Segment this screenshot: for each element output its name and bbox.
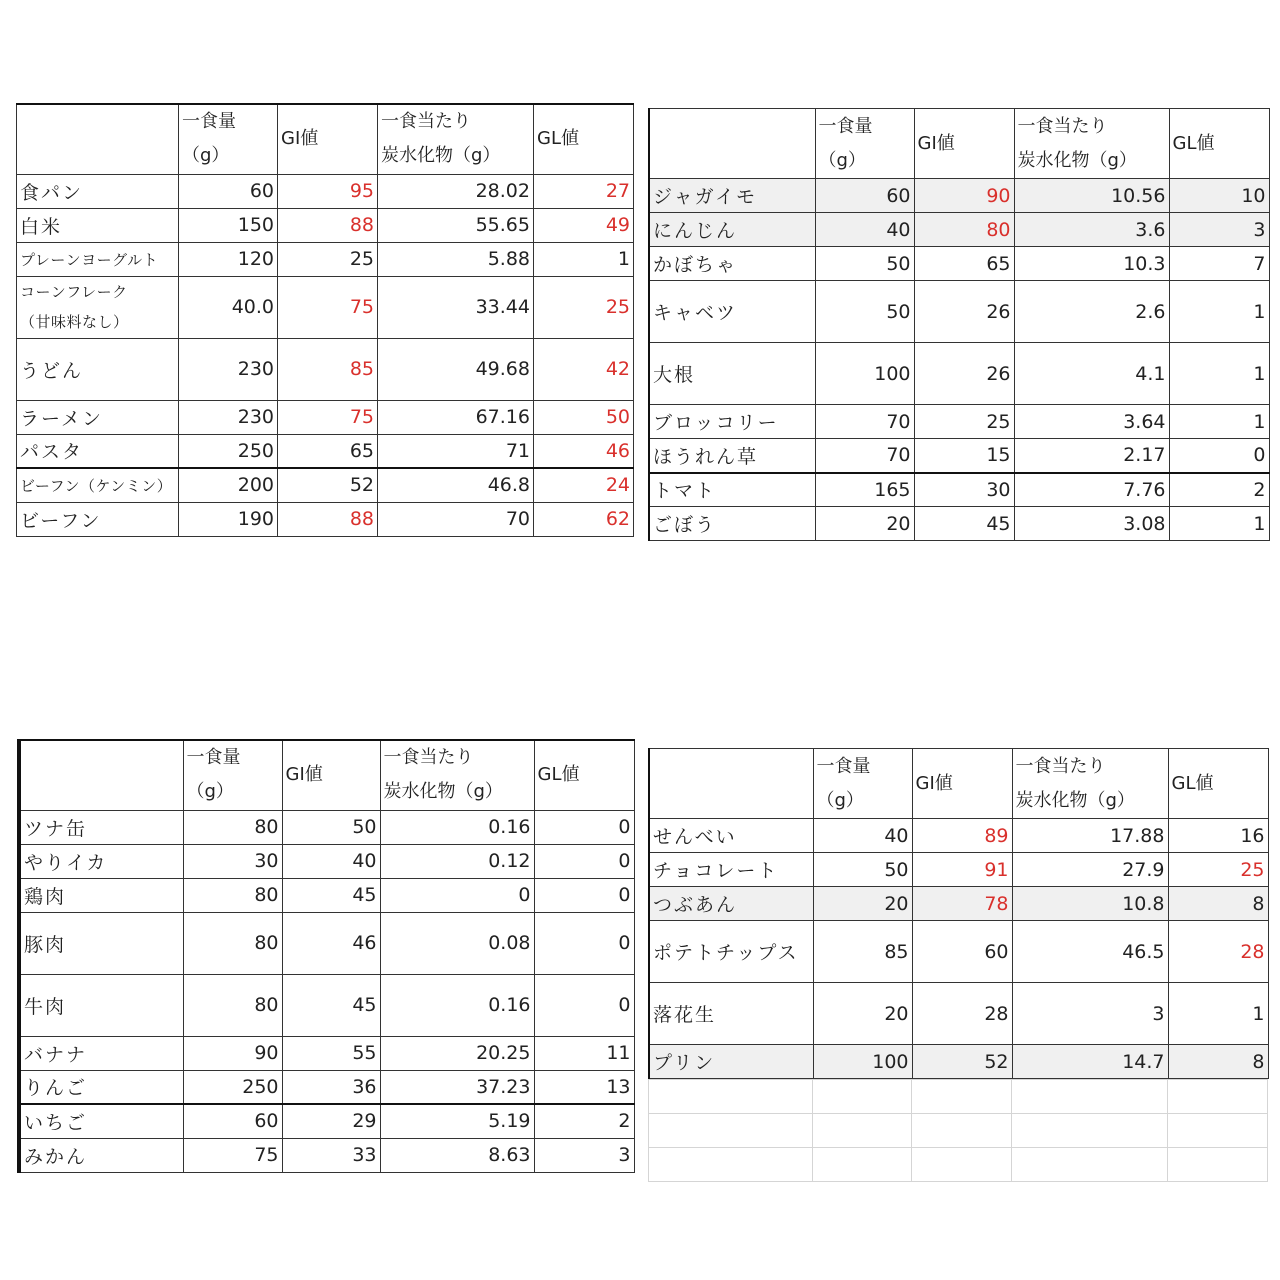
carbs-cell: 27.9	[1012, 853, 1168, 887]
carbs-cell: 8.63	[380, 1138, 534, 1172]
amount-cell: 70	[815, 405, 914, 439]
empty-grid	[648, 1079, 1268, 1182]
gi-cell: 25	[278, 242, 378, 276]
amount-cell: 20	[813, 887, 912, 921]
gi-cell: 91	[912, 853, 1012, 887]
table-row	[649, 507, 1269, 541]
table-row	[649, 819, 1268, 853]
table-protein-fruit	[17, 739, 632, 1172]
food-name: ビーフン（ケンミン）	[20, 476, 173, 495]
food-name: 大根	[653, 364, 696, 386]
food-name-cell	[649, 473, 815, 507]
table-row	[649, 405, 1269, 439]
amount-cell: 50	[815, 247, 914, 281]
table-row	[17, 174, 634, 208]
food-name: みかん	[24, 1145, 88, 1168]
amount-cell: 250	[183, 1070, 282, 1104]
food-name-cell	[17, 276, 179, 338]
gi-cell: 55	[282, 1036, 380, 1070]
table-staples	[16, 103, 632, 543]
table-row	[19, 810, 634, 844]
amount-cell: 150	[179, 208, 278, 242]
gl-cell: 0	[534, 912, 634, 974]
table-row	[17, 338, 634, 400]
gl-cell: 3	[1169, 213, 1269, 247]
empty-cell	[649, 1148, 813, 1182]
header-carbs-line2: 炭水化物（g）	[1015, 789, 1135, 811]
table-row	[649, 281, 1269, 343]
table-row	[19, 912, 634, 974]
food-name-cell	[649, 247, 815, 281]
carbs-cell: 3	[1012, 983, 1168, 1045]
food-name-cell	[649, 853, 813, 887]
amount-cell: 200	[179, 468, 278, 502]
gl-cell: 1	[1168, 983, 1268, 1045]
amount-cell: 230	[179, 400, 278, 434]
table-row	[649, 179, 1269, 213]
food-name: バナナ	[24, 1043, 88, 1066]
gi-cell: 26	[914, 281, 1014, 343]
food-name-cell	[17, 400, 179, 434]
table-row	[17, 434, 634, 468]
gi-cell: 90	[914, 179, 1014, 213]
food-name: うどん	[20, 359, 84, 382]
food-name-cell	[649, 179, 815, 213]
food-name: ジャガイモ	[653, 186, 758, 208]
gl-cell: 1	[1169, 281, 1269, 343]
carbs-cell: 14.7	[1012, 1045, 1168, 1079]
food-name-cell	[649, 439, 815, 473]
header-gl: GL値	[534, 740, 634, 810]
food-name-cell	[649, 1045, 813, 1079]
amount-cell: 80	[183, 810, 282, 844]
gl-cell: 42	[534, 338, 634, 400]
header-row	[649, 749, 1268, 819]
gl-cell: 8	[1168, 1045, 1268, 1079]
food-name: やりイカ	[24, 851, 108, 874]
amount-cell: 250	[179, 434, 278, 468]
header-food	[19, 740, 183, 810]
carbs-cell: 71	[378, 434, 534, 468]
amount-cell: 50	[815, 281, 914, 343]
empty-cell	[649, 1080, 813, 1114]
gl-cell: 10	[1169, 179, 1269, 213]
gi-cell: 45	[914, 507, 1014, 541]
gi-cell: 80	[914, 213, 1014, 247]
food-name: にんじん	[653, 220, 738, 242]
gi-cell: 52	[912, 1045, 1012, 1079]
table-row	[17, 468, 634, 502]
gi-cell: 60	[912, 921, 1012, 983]
empty-cell	[1012, 1148, 1168, 1182]
carbs-cell: 0.08	[380, 912, 534, 974]
gl-cell: 13	[534, 1070, 634, 1104]
food-name: 鶏肉	[24, 885, 67, 908]
amount-cell: 20	[813, 983, 912, 1045]
empty-cell	[813, 1148, 912, 1182]
gl-cell: 3	[534, 1138, 634, 1172]
gl-cell: 46	[534, 434, 634, 468]
amount-cell: 30	[183, 844, 282, 878]
food-name: ごぼう	[653, 514, 717, 536]
amount-cell: 75	[183, 1138, 282, 1172]
carbs-cell: 0.12	[380, 844, 534, 878]
food-name: 豚肉	[24, 933, 67, 956]
gl-cell: 8	[1168, 887, 1268, 921]
header-gl: GL値	[1169, 109, 1269, 179]
food-name-cell	[19, 1138, 183, 1172]
gi-cell: 78	[912, 887, 1012, 921]
food-name-cell	[649, 343, 815, 405]
amount-cell: 230	[179, 338, 278, 400]
gi-cell: 25	[914, 405, 1014, 439]
amount-cell: 80	[183, 974, 282, 1036]
gl-cell: 0	[534, 810, 634, 844]
gl-cell: 1	[1169, 343, 1269, 405]
table-row	[19, 1070, 634, 1104]
amount-cell: 80	[183, 912, 282, 974]
gl-cell: 50	[534, 400, 634, 434]
amount-cell: 50	[813, 853, 912, 887]
food-name: ポテトチップス	[653, 942, 799, 964]
gi-cell: 15	[914, 439, 1014, 473]
header-food	[649, 109, 815, 179]
empty-cell	[649, 1114, 813, 1148]
amount-cell: 85	[813, 921, 912, 983]
food-name-cell	[649, 213, 815, 247]
food-name: つぶあん	[653, 894, 738, 916]
header-carbs	[1014, 109, 1169, 179]
table-row	[19, 974, 634, 1036]
gl-cell: 28	[1168, 921, 1268, 983]
gi-cell: 95	[278, 174, 378, 208]
gl-cell: 1	[534, 242, 634, 276]
carbs-cell: 0.16	[380, 810, 534, 844]
header-carbs-line1: 一食当たり	[1017, 115, 1108, 137]
carbs-cell: 0.16	[380, 974, 534, 1036]
food-name-cell	[17, 242, 179, 276]
gi-cell: 36	[282, 1070, 380, 1104]
carbs-cell: 2.6	[1014, 281, 1169, 343]
amount-cell: 60	[183, 1104, 282, 1138]
food-name-cell	[649, 887, 813, 921]
table-row	[17, 276, 634, 338]
carbs-cell: 3.64	[1014, 405, 1169, 439]
carbs-cell: 0	[380, 878, 534, 912]
gl-cell: 7	[1169, 247, 1269, 281]
amount-cell: 60	[815, 179, 914, 213]
header-carbs-line2: 炭水化物（g）	[383, 781, 503, 803]
table-row	[17, 400, 634, 434]
table-row	[649, 247, 1269, 281]
empty-cell	[1012, 1080, 1168, 1114]
table-row	[649, 1045, 1268, 1079]
empty-cell	[912, 1080, 1012, 1114]
header-amount-line2: （g）	[186, 781, 234, 803]
gi-cell: 50	[282, 810, 380, 844]
carbs-cell: 4.1	[1014, 343, 1169, 405]
food-name-cell	[649, 819, 813, 853]
gl-cell: 16	[1168, 819, 1268, 853]
header-amount-line1: 一食量	[186, 747, 241, 769]
food-name: チョコレート	[653, 860, 779, 882]
gi-cell: 88	[278, 208, 378, 242]
gi-cell: 46	[282, 912, 380, 974]
food-name: ラーメン	[20, 407, 104, 430]
food-name: プレーンヨーグルト	[20, 250, 159, 269]
header-amount-line1: 一食量	[182, 111, 236, 133]
empty-cell	[1168, 1080, 1268, 1114]
gi-cell: 40	[282, 844, 380, 878]
empty-cell	[912, 1114, 1012, 1148]
header-amount	[179, 104, 278, 174]
table-row	[17, 242, 634, 276]
header-gi: GI値	[912, 749, 1012, 819]
table-row	[649, 213, 1269, 247]
food-name: （甘味料なし）	[20, 313, 129, 331]
carbs-cell: 33.44	[378, 276, 534, 338]
carbs-cell: 2.17	[1014, 439, 1169, 473]
header-carbs-line1: 一食当たり	[1015, 755, 1106, 777]
header-row	[649, 109, 1269, 179]
gl-cell: 11	[534, 1036, 634, 1070]
food-name-cell	[19, 1104, 183, 1138]
header-gi: GI値	[278, 104, 378, 174]
food-name: ブロッコリー	[653, 412, 779, 434]
food-name: りんご	[24, 1077, 88, 1100]
header-food	[649, 749, 813, 819]
gi-cell: 26	[914, 343, 1014, 405]
table-row	[649, 853, 1268, 887]
gi-cell: 85	[278, 338, 378, 400]
food-name-cell	[17, 434, 179, 468]
carbs-cell: 5.88	[378, 242, 534, 276]
carbs-cell: 49.68	[378, 338, 534, 400]
header-amount-line2: （g）	[182, 145, 230, 167]
header-amount-line1: 一食量	[816, 755, 871, 777]
food-name: キャベツ	[653, 302, 738, 324]
amount-cell: 40	[813, 819, 912, 853]
amount-cell: 90	[183, 1036, 282, 1070]
gl-cell: 2	[534, 1104, 634, 1138]
food-name: せんべい	[653, 826, 737, 848]
empty-grid-row	[649, 1114, 1268, 1148]
table-row	[19, 844, 634, 878]
empty-cell	[813, 1114, 912, 1148]
carbs-cell: 70	[378, 502, 534, 536]
table-row	[19, 1138, 634, 1172]
food-name-cell	[19, 810, 183, 844]
table-row	[649, 439, 1269, 473]
header-gl: GL値	[534, 104, 634, 174]
gl-cell: 0	[534, 878, 634, 912]
empty-grid-row	[649, 1148, 1268, 1182]
amount-cell: 190	[179, 502, 278, 536]
food-name-cell	[649, 507, 815, 541]
header-carbs-line1: 一食当たり	[381, 111, 471, 133]
amount-cell: 40	[815, 213, 914, 247]
table-row	[649, 343, 1269, 405]
amount-cell: 100	[815, 343, 914, 405]
gi-cell: 75	[278, 400, 378, 434]
header-carbs-line2: 炭水化物（g）	[381, 145, 501, 167]
header-amount-line2: （g）	[818, 149, 866, 171]
food-name-cell	[17, 502, 179, 536]
food-name-cell	[19, 1070, 183, 1104]
header-carbs	[378, 104, 534, 174]
table-row	[649, 473, 1269, 507]
amount-cell: 120	[179, 242, 278, 276]
carbs-cell: 3.08	[1014, 507, 1169, 541]
gl-cell: 2	[1169, 473, 1269, 507]
food-name: プリン	[653, 1052, 716, 1074]
header-gl: GL値	[1168, 749, 1268, 819]
empty-grid-row	[649, 1080, 1268, 1114]
food-name: トマト	[653, 480, 717, 503]
header-row	[17, 104, 634, 174]
gi-cell: 33	[282, 1138, 380, 1172]
header-carbs-line1: 一食当たり	[383, 747, 474, 769]
table-row	[17, 208, 634, 242]
amount-cell: 165	[815, 473, 914, 507]
carbs-cell: 67.16	[378, 400, 534, 434]
amount-cell: 80	[183, 878, 282, 912]
table-row	[649, 921, 1268, 983]
header-gi: GI値	[914, 109, 1014, 179]
food-name-cell	[17, 208, 179, 242]
empty-cell	[912, 1148, 1012, 1182]
food-name: いちご	[24, 1111, 88, 1134]
food-name-cell	[19, 844, 183, 878]
header-row	[19, 740, 634, 810]
gi-cell: 29	[282, 1104, 380, 1138]
gi-table	[17, 739, 635, 1173]
food-name-cell	[19, 878, 183, 912]
table-row	[19, 1104, 634, 1138]
food-name-cell	[649, 983, 813, 1045]
amount-cell: 20	[815, 507, 914, 541]
food-name: コーンフレーク	[20, 283, 128, 301]
table-snacks	[648, 748, 1264, 1164]
food-name: 食パン	[20, 181, 84, 204]
gi-cell: 65	[914, 247, 1014, 281]
amount-cell: 100	[813, 1045, 912, 1079]
gl-cell: 1	[1169, 507, 1269, 541]
food-name-cell	[17, 338, 179, 400]
food-name: ほうれん草	[653, 445, 759, 468]
carbs-cell: 5.19	[380, 1104, 534, 1138]
carbs-cell: 17.88	[1012, 819, 1168, 853]
header-amount-line1: 一食量	[818, 115, 873, 137]
food-name: かぼちゃ	[653, 254, 738, 276]
gi-cell: 89	[912, 819, 1012, 853]
gi-table	[648, 108, 1270, 541]
food-name-cell	[649, 281, 815, 343]
header-amount	[183, 740, 282, 810]
header-carbs-line2: 炭水化物（g）	[1017, 149, 1137, 171]
table-row	[649, 887, 1268, 921]
food-name: ツナ缶	[24, 817, 88, 840]
gl-cell: 27	[534, 174, 634, 208]
header-amount	[813, 749, 912, 819]
food-name-cell	[19, 974, 183, 1036]
gi-cell: 28	[912, 983, 1012, 1045]
food-name: パスタ	[20, 441, 84, 464]
carbs-cell: 28.02	[378, 174, 534, 208]
carbs-cell: 46.8	[378, 468, 534, 502]
empty-cell	[813, 1080, 912, 1114]
gl-cell: 0	[534, 844, 634, 878]
gi-cell: 45	[282, 878, 380, 912]
gi-table	[648, 748, 1269, 1079]
table-vegetables	[648, 108, 1264, 540]
gl-cell: 0	[1169, 439, 1269, 473]
carbs-cell: 10.56	[1014, 179, 1169, 213]
gi-cell: 30	[914, 473, 1014, 507]
gl-cell: 0	[534, 974, 634, 1036]
carbs-cell: 55.65	[378, 208, 534, 242]
amount-cell: 70	[815, 439, 914, 473]
gi-cell: 88	[278, 502, 378, 536]
gi-table	[16, 103, 634, 537]
table-row	[19, 878, 634, 912]
food-name-cell	[649, 921, 813, 983]
table-row	[17, 502, 634, 536]
carbs-cell: 10.3	[1014, 247, 1169, 281]
gl-cell: 25	[534, 276, 634, 338]
gl-cell: 62	[534, 502, 634, 536]
empty-cell	[1168, 1114, 1268, 1148]
food-name: 牛肉	[24, 995, 67, 1018]
food-name-cell	[17, 468, 179, 502]
gi-cell: 75	[278, 276, 378, 338]
table-row	[649, 983, 1268, 1045]
header-amount	[815, 109, 914, 179]
carbs-cell: 37.23	[380, 1070, 534, 1104]
gi-cell: 52	[278, 468, 378, 502]
gi-cell: 65	[278, 434, 378, 468]
food-name: ビーフン	[20, 509, 102, 532]
carbs-cell: 7.76	[1014, 473, 1169, 507]
food-name-cell	[19, 912, 183, 974]
header-amount-line2: （g）	[816, 789, 864, 811]
gl-cell: 25	[1168, 853, 1268, 887]
carbs-cell: 46.5	[1012, 921, 1168, 983]
carbs-cell: 10.8	[1012, 887, 1168, 921]
food-name-cell	[649, 405, 815, 439]
gl-cell: 24	[534, 468, 634, 502]
carbs-cell: 20.25	[380, 1036, 534, 1070]
empty-cell	[1168, 1148, 1268, 1182]
food-name-cell	[19, 1036, 183, 1070]
gi-cell: 45	[282, 974, 380, 1036]
food-name: 白米	[20, 215, 63, 238]
gl-cell: 1	[1169, 405, 1269, 439]
amount-cell: 40.0	[179, 276, 278, 338]
header-food	[17, 104, 179, 174]
gl-cell: 49	[534, 208, 634, 242]
table-row	[19, 1036, 634, 1070]
food-name-cell	[17, 174, 179, 208]
header-carbs	[380, 740, 534, 810]
header-gi: GI値	[282, 740, 380, 810]
food-name: 落花生	[653, 1004, 717, 1026]
header-carbs	[1012, 749, 1168, 819]
empty-cell	[1012, 1114, 1168, 1148]
amount-cell: 60	[179, 174, 278, 208]
carbs-cell: 3.6	[1014, 213, 1169, 247]
